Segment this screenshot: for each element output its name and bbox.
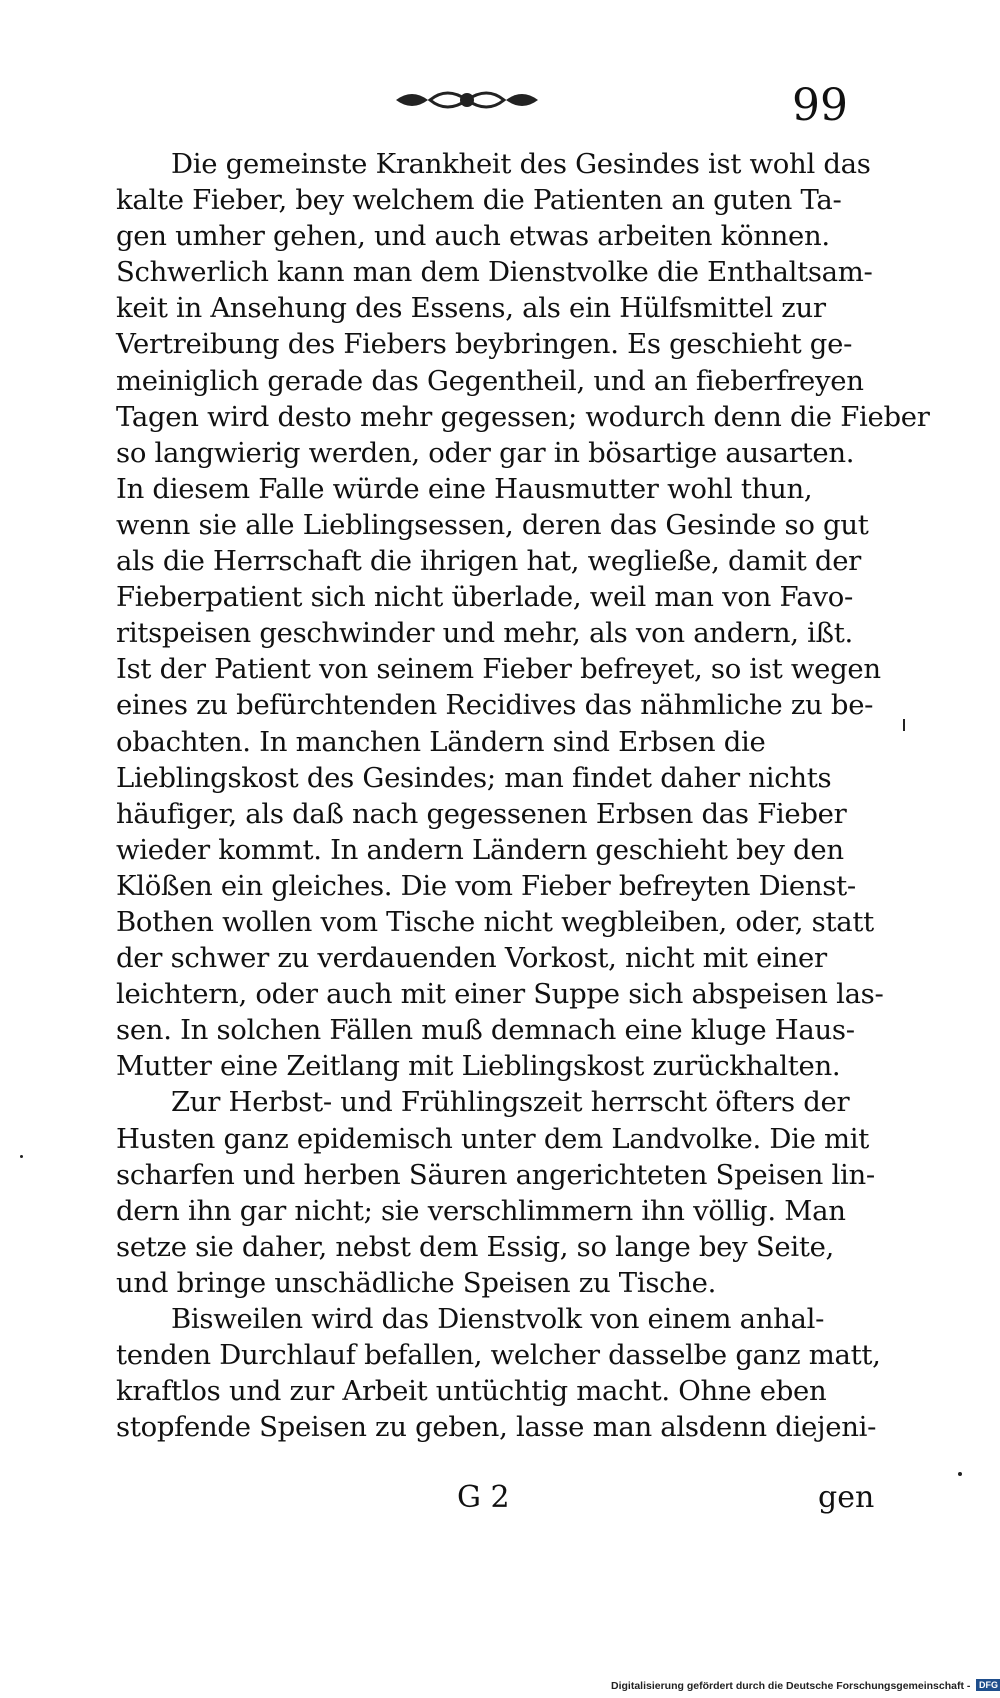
text-line: Bisweilen wird das Dienstvolk von einem anhal- xyxy=(171,1303,825,1335)
text-line: Tagen wird desto mehr gegessen; wodurch denn die Fieber xyxy=(116,400,930,433)
text-line: Die gemeinste Krankheit des Gesindes ist wohl das xyxy=(171,148,871,180)
page-number: 99 xyxy=(792,80,848,131)
text-line: sen. In solchen Fällen muß demnach eine kluge Haus- xyxy=(116,1014,855,1047)
dfg-logo: DFG xyxy=(976,1679,1000,1691)
text-line: Zur Herbst- und Frühlingszeit herrscht öfters der xyxy=(171,1086,850,1119)
text-line: häufiger, als daß nach gegessenen Erbsen das Fieber xyxy=(116,797,847,830)
digitization-credit: Digitalisierung gefördert durch die Deutsche Forschungsgemeinschaft - xyxy=(611,1680,971,1692)
text-line: leichtern, oder auch mit einer Suppe sich abspeisen las- xyxy=(116,978,884,1011)
catchword: gen xyxy=(818,1480,875,1515)
text-line: so langwierig werden, oder gar in bösartige ausarten. xyxy=(116,436,855,469)
text-line: ritspeisen geschwinder und mehr, als von andern, ißt. xyxy=(116,617,853,650)
text-line: kalte Fieber, bey welchem die Patienten an guten Ta- xyxy=(116,184,842,217)
text-line: als die Herrschaft die ihrigen hat, wegließe, damit der xyxy=(116,545,862,578)
text-line: Bothen wollen vom Tische nicht wegbleiben, oder, statt xyxy=(116,905,874,938)
header-ornament xyxy=(392,82,542,118)
text-line: kraftlos und zur Arbeit untüchtig macht. Ohne eben xyxy=(116,1375,827,1408)
text-line: stopfende Speisen zu geben, lasse man alsdenn diejeni- xyxy=(116,1411,877,1444)
body-text xyxy=(116,146,930,1445)
text-line: scharfen und herben Säuren angerichteten Speisen lin- xyxy=(116,1158,875,1191)
text-line: Klößen ein gleiches. Die vom Fieber befreyten Dienst- xyxy=(116,869,856,902)
text-line: Schwerlich kann man dem Dienstvolke die Enthaltsam- xyxy=(116,256,873,289)
margin-speck xyxy=(958,1472,962,1476)
text-line: wenn sie alle Lieblingsessen, deren das Gesinde so gut xyxy=(116,508,869,541)
text-line: Ist der Patient von seinem Fieber befreyet, so ist wegen xyxy=(116,653,881,686)
text-line: dern ihn gar nicht; sie verschlimmern ihn völlig. Man xyxy=(116,1194,846,1227)
text-line: Lieblingskost des Gesindes; man findet daher nichts xyxy=(116,761,832,794)
margin-speck xyxy=(20,1155,23,1158)
text-line: Husten ganz epidemisch unter dem Landvolke. Die mit xyxy=(116,1122,870,1155)
text-line: Mutter eine Zeitlang mit Lieblingskost zurückhalten. xyxy=(116,1050,841,1083)
text-line: tenden Durchlauf befallen, welcher dasselbe ganz matt, xyxy=(116,1339,881,1372)
text-line: Vertreibung des Fiebers beybringen. Es geschieht ge- xyxy=(116,328,853,361)
text-line: gen umher gehen, und auch etwas arbeiten können. xyxy=(116,220,830,253)
text-line: Fieberpatient sich nicht überlade, weil man von Favo- xyxy=(116,581,853,614)
text-line: und bringe unschädliche Speisen zu Tische. xyxy=(116,1266,717,1299)
margin-speck xyxy=(903,719,905,731)
text-line: eines zu befürchtenden Recidives das nähmliche zu be- xyxy=(116,689,874,722)
text-line: obachten. In manchen Ländern sind Erbsen die xyxy=(116,725,766,758)
text-line: In diesem Falle würde eine Hausmutter wohl thun, xyxy=(116,472,813,505)
signature-mark: G 2 xyxy=(457,1480,510,1515)
text-line: keit in Ansehung des Essens, als ein Hülfsmittel zur xyxy=(116,292,826,325)
text-line: setze sie daher, nebst dem Essig, so lange bey Seite, xyxy=(116,1230,834,1263)
text-line: der schwer zu verdauenden Vorkost, nicht mit einer xyxy=(116,942,827,975)
text-line: wieder kommt. In andern Ländern geschieht bey den xyxy=(116,833,844,866)
text-line: meiniglich gerade das Gegentheil, und an fieberfreyen xyxy=(116,364,864,397)
